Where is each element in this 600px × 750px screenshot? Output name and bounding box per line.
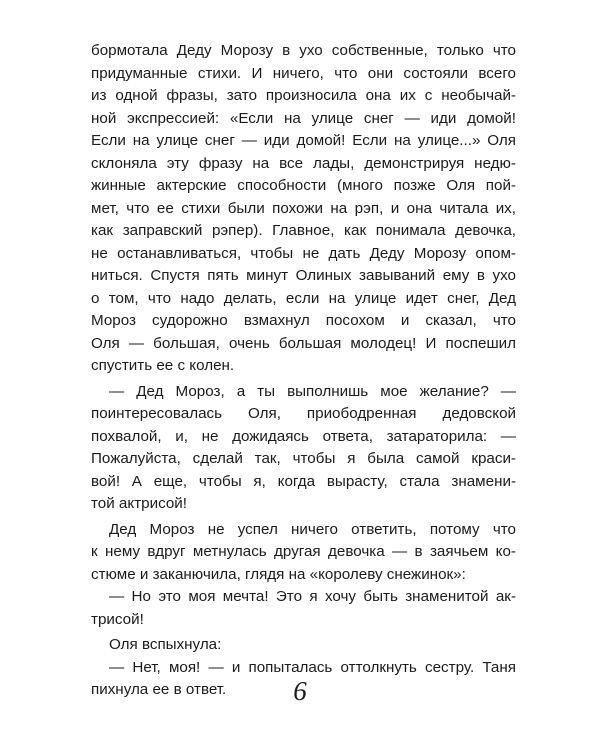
text-line: из одной фразы, зато произносила она их с необычай-	[91, 87, 516, 104]
text-line: как заправский рэпер). Главное, как понимала девочка,	[91, 222, 516, 239]
text-line: ной экспрессией: «Если на улице снег — иди домой!	[91, 109, 516, 127]
text-line: вой! А еще, чтобы я, когда вырасту, стала знамени-	[91, 472, 516, 490]
text-line: ниться. Спустя пять минут Олиных завываний ему в ухо	[91, 267, 516, 284]
text-line: той актрисой!	[91, 495, 187, 512]
text-line: склоняла эту фразу на все лады, демонстрируя недю-	[91, 154, 516, 172]
text-line: бормотала Деду Морозу в ухо собственные, только что	[91, 42, 516, 59]
text-line: не останавливаться, чтобы не дать Деду Морозу опом-	[91, 244, 516, 262]
text-line: поинтересовалась Оля, приободренная дедовской	[91, 405, 516, 422]
text-line: Оля вспыхнула:	[109, 636, 222, 653]
text-line: трисой!	[91, 610, 144, 628]
text-line: спустить ее с колен.	[91, 357, 235, 374]
text-line: стюме и заканючила, глядя на «королеву снежинок»:	[91, 565, 466, 583]
text-line: о том, что надо делать, если на улице идет снег, Дед	[91, 289, 516, 307]
page-number: 6	[293, 676, 307, 706]
text-line: Пожалуйста, сделай так, чтобы я была самой краси-	[91, 450, 516, 467]
text-line: Оля — большая, очень большая молодец! И поспешил	[91, 334, 516, 352]
text-line: мет, что ее стихи были похожи на рэп, и она читала их,	[91, 199, 516, 217]
text-line: к нему вдруг метнулась другая девочка — в заячьем ко-	[91, 543, 516, 560]
text-line: — Но это моя мечта! Это я хочу быть знаменитой ак-	[109, 588, 516, 605]
text-line: — Нет, моя! — и попыталась оттолкнуть сестру. Таня	[109, 658, 516, 676]
text-line: пихнула ее в ответ.	[91, 681, 227, 698]
text-line: придуманные стихи. И ничего, что они состояли всего	[91, 64, 516, 82]
body-text	[91, 40, 516, 702]
text-line: жинные актерские способности (много позже Оля пой-	[91, 177, 516, 194]
text-line: Мороз судорожно взмахнул посохом и сказал, что	[91, 312, 516, 329]
text-line: Если на улице снег — иди домой! Если на улице...» Оля	[91, 132, 516, 149]
text-line: — Дед Мороз, а ты выполнишь мое желание? —	[109, 382, 516, 400]
text-line: похвалой, и, не дожидаясь ответа, затараторила: —	[91, 427, 516, 445]
text-line: Дед Мороз не успел ничего ответить, потому что	[109, 520, 516, 538]
